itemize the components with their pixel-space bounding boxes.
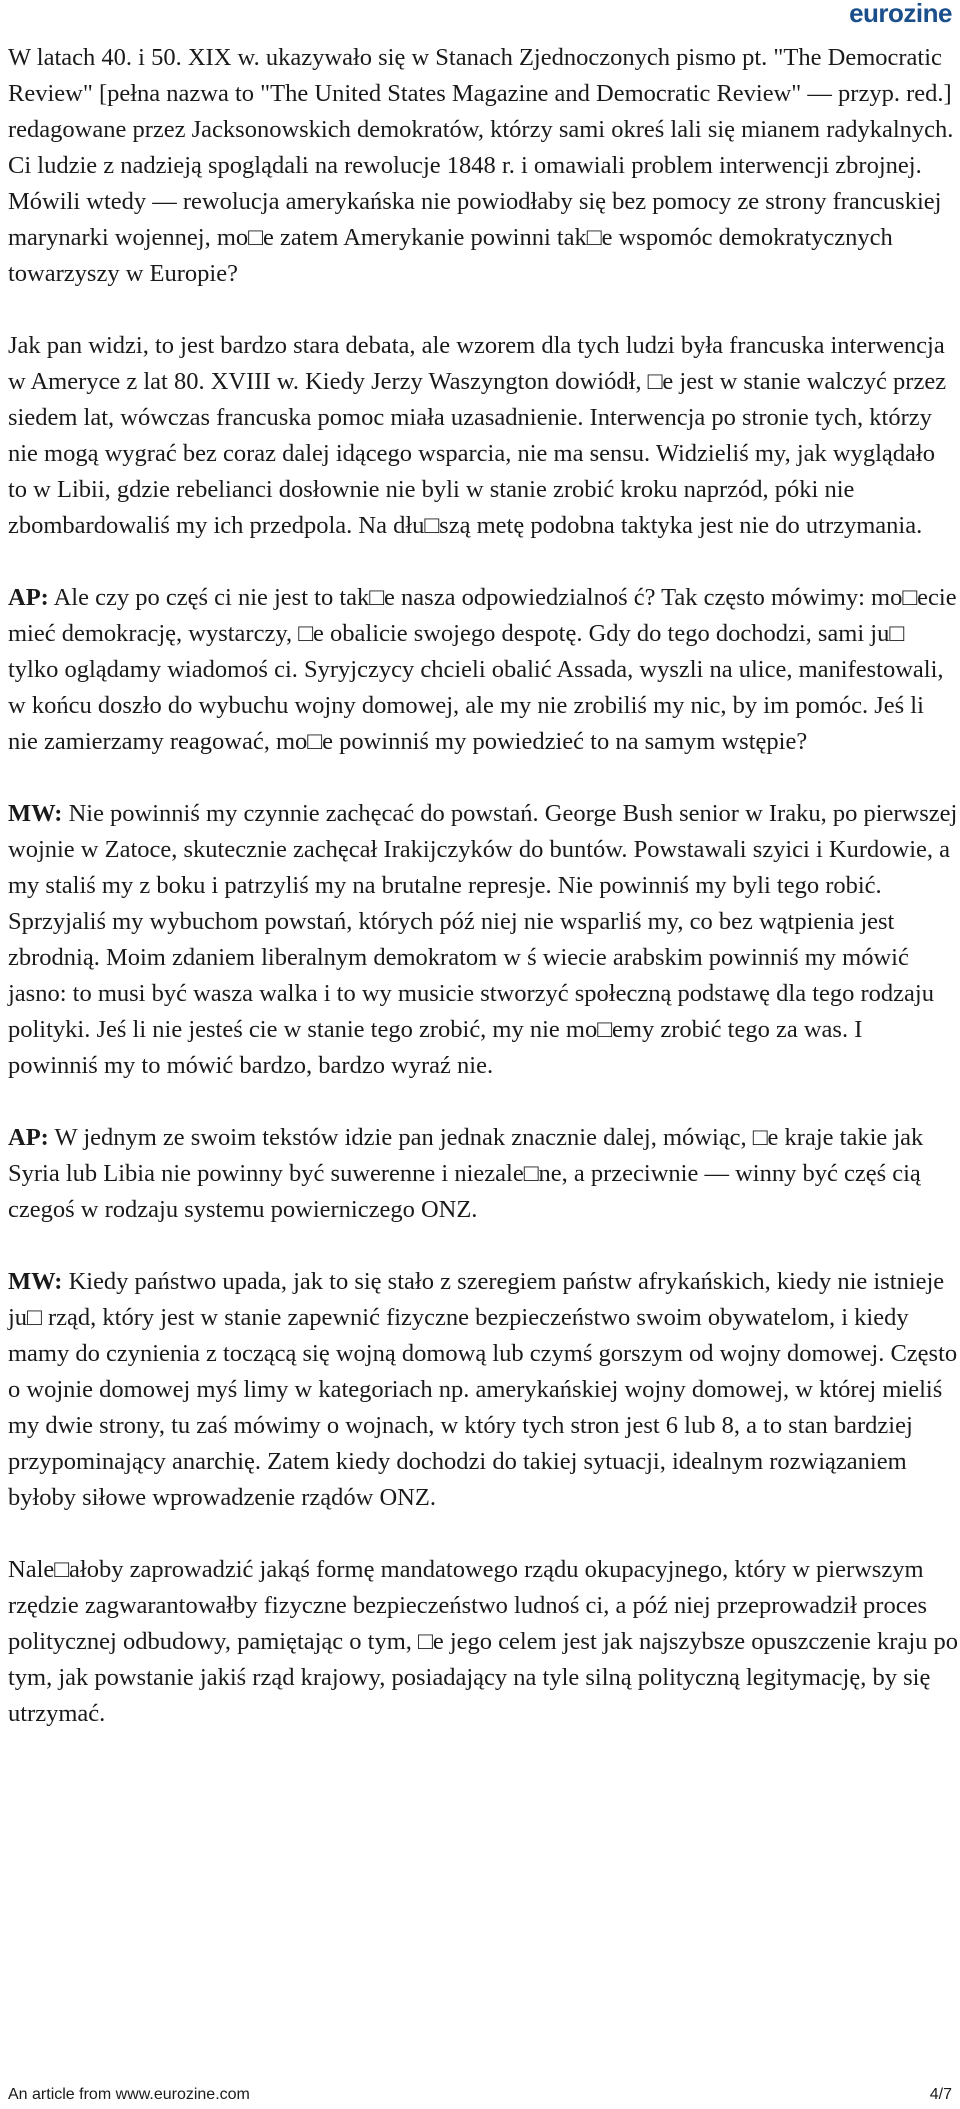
speaker-label: MW: (8, 800, 63, 827)
page-number: 4/7 (929, 2086, 952, 2103)
paragraph-text: Jak pan widzi, to jest bardzo stara debata, ale wzorem dla tych ludzi była francuska interwencja w Ameryce z lat 80. XVIII w. Kiedy Jerzy Waszyngton dowiódł, □e jest w stanie walczyć przez siedem lat, wówczas francuska pomoc miała uzasadnienie. Interwencja po stronie tych, którzy nie mogą wygrać bez coraz dalej idącego wsparcia, nie ma sensu. Widzieliś my, jak wyglądało to w Libii, gdzie rebelianci dosłownie nie byli w stanie zrobić kroku naprzód, póki nie zbombardowaliś my ich przedpola. Na dłu□szą metę podobna taktyka jest nie do utrzymania. (8, 332, 947, 539)
footer-source: An article from www.eurozine.com (8, 2086, 250, 2103)
page-footer (8, 2086, 952, 2104)
speaker-label: AP: (8, 584, 49, 611)
paragraph-text: Nie powinniś my czynnie zachęcać do powstań. George Bush senior w Iraku, po pierwszej wojnie w Zatoce, skutecznie zachęcał Irakijczyków do buntów. Powstawali szyici i Kurdowie, a my staliś my z boku i patrzyliś my na brutalne represje. Nie powinniś my byli tego robić. Sprzyjaliś my wybuchom powstań, których póź niej nie wsparliś my, co bez wątpienia jest zbrodnią. Moim zdaniem liberalnym demokratom w ś wiecie arabskim powinniś my mówić jasno: to musi być wasza walka i to wy musicie stworzyć społeczną podstawę dla tego rodzaju polityki. Jeś li nie jesteś cie w stanie tego zrobić, my nie mo□emy zrobić tego za was. I powinniś my to mówić bardzo, bardzo wyraź nie. (8, 800, 958, 1079)
paragraph-2 (8, 328, 958, 544)
paragraph-text: Kiedy państwo upada, jak to się stało z szeregiem państw afrykańskich, kiedy nie istnieje ju□ rząd, który jest w stanie zapewnić fizyczne bezpieczeństwo swoim obywatelom, i kiedy mamy do czynienia z toczącą się wojną domową lub czymś gorszym od wojny domowej. Często o wojnie domowej myś limy w kategoriach np. amerykańskiej wojny domowej, w której mieliś my dwie strony, tu zaś mówimy o wojnach, w który tych stron jest 6 lub 8, a to stan bardziej przypominający anarchię. Zatem kiedy dochodzi do takiej sytuacji, idealnym rozwiązaniem byłoby siłowe wprowadzenie rządów ONZ. (8, 1268, 958, 1511)
paragraph-3 (8, 580, 958, 760)
paragraph-text: W jednym ze swoim tekstów idzie pan jednak znacznie dalej, mówiąc, □e kraje takie jak Syria lub Libia nie powinny być suwerenne i niezale□ne, a przeciwnie — winny być częś cią czegoś w rodzaju systemu powierniczego ONZ. (8, 1124, 924, 1223)
article-body (8, 40, 958, 1768)
speaker-label: AP: (8, 1124, 49, 1151)
eurozine-logo: eurozine (849, 0, 952, 28)
paragraph-text: Nale□ałoby zaprowadzić jakąś formę mandatowego rządu okupacyjnego, który w pierwszym rzędzie zagwarantowałby fizyczne bezpieczeństwo ludnoś ci, a póź niej przeprowadził proces politycznej odbudowy, pamiętając o tym, □e jego celem jest jak najszybsze opuszczenie kraju po tym, jak powstanie jakiś rząd krajowy, posiadający na tyle silną polityczną legitymację, by się utrzymać. (8, 1556, 959, 1727)
paragraph-4 (8, 796, 958, 1084)
paragraph-text: Ale czy po częś ci nie jest to tak□e nasza odpowiedzialnoś ć? Tak często mówimy: mo□ecie mieć demokrację, wystarczy, □e obalicie swojego despotę. Gdy do tego dochodzi, sami ju□ tylko oglądamy wiadomoś ci. Syryjczycy chcieli obalić Assada, wyszli na ulice, manifestowali, w końcu doszło do wybuchu wojny domowej, ale my nie zrobiliś my nic, by im pomóc. Jeś li nie zamierzamy reagować, mo□e powinniś my powiedzieć to na samym wstępie? (8, 584, 957, 755)
paragraph-7 (8, 1552, 958, 1732)
paragraph-1 (8, 40, 958, 292)
paragraph-text: W latach 40. i 50. XIX w. ukazywało się w Stanach Zjednoczonych pismo pt. "The Democratic Review" [pełna nazwa to "The United States Magazine and Democratic Review" — przyp. red.] redagowane przez Jacksonowskich demokratów, którzy sami okreś lali się mianem radykalnych. Ci ludzie z nadzieją spoglądali na rewolucje 1848 r. i omawiali problem interwencji zbrojnej. Mówili wtedy — rewolucja amerykańska nie powiodłaby się bez pomocy ze strony francuskiej marynarki wojennej, mo□e zatem Amerykanie powinni tak□e wspomóc demokratycznych towarzyszy w Europie? (8, 44, 954, 287)
speaker-label: MW: (8, 1268, 63, 1295)
paragraph-6 (8, 1264, 958, 1516)
paragraph-5 (8, 1120, 958, 1228)
